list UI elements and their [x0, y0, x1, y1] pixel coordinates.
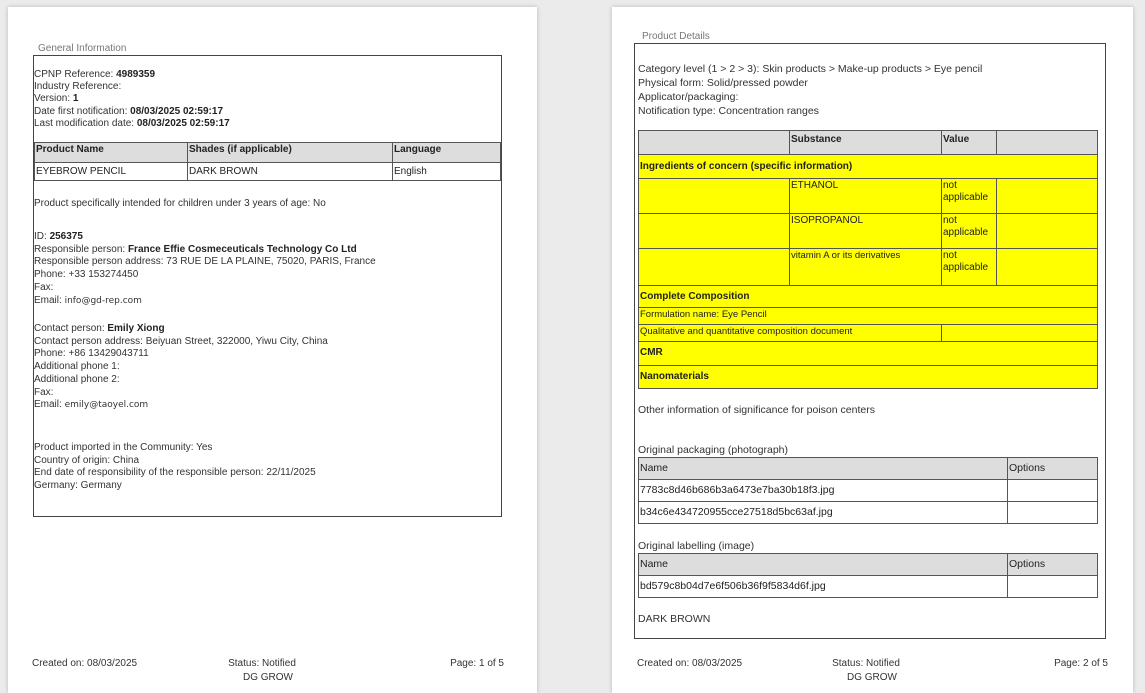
responsible-id-line: [34, 231, 83, 243]
ingredient-value: not applicable: [941, 248, 997, 286]
last-mod-value: 08/03/2025 02:59:17: [136, 118, 230, 129]
ingredient-row-blank: [638, 213, 790, 249]
ingredient-row-extra: [996, 248, 1098, 286]
version-label: Version:: [34, 93, 73, 104]
section-label-general-information: General Information: [38, 43, 127, 54]
footer-created-on: Created on: 08/03/2025: [637, 658, 743, 669]
end-date-line: End date of responsibility of the responsible person: 22/11/2025: [34, 467, 316, 479]
document-page-1: [8, 7, 537, 693]
children-intended-line: Product specifically intended for children under 3 years of age: No: [34, 198, 326, 209]
responsible-phone-line: Phone: +33 153274450: [34, 269, 139, 281]
physical-form-line: Physical form: Solid/pressed powder: [638, 77, 808, 89]
cpnp-reference-line: [34, 69, 155, 81]
ingredient-substance: vitamin A or its derivatives: [789, 248, 942, 286]
responsible-person-label: Responsible person:: [34, 243, 128, 255]
packaging-header-options: Options: [1007, 457, 1098, 480]
contact-person-label: Contact person:: [34, 323, 108, 334]
additional-phone-1-line: Additional phone 1:: [34, 361, 120, 373]
id-value: 256375: [49, 231, 83, 242]
germany-line: Germany: Germany: [34, 480, 122, 492]
last-mod-label: Last modification date:: [34, 118, 137, 129]
labelling-header-options: Options: [1007, 553, 1098, 576]
industry-reference-line: Industry Reference:: [34, 81, 122, 92]
contact-person-line: [34, 323, 165, 335]
product-table-cell-shade: DARK BROWN: [187, 162, 393, 181]
other-info-line: Other information of significance for poison centers: [638, 404, 875, 416]
version-value: 1: [72, 93, 79, 104]
responsible-fax-line: Fax:: [34, 281, 54, 293]
ingredient-substance: ISOPROPANOL: [789, 213, 942, 249]
ingredient-row-blank: [638, 178, 790, 214]
applicator-line: Applicator/packaging:: [638, 91, 739, 103]
last-modification-line: [34, 118, 230, 130]
contact-phone-line: Phone: +86 13429043711: [34, 348, 149, 360]
footer-page-number: Page: 1 of 5: [450, 658, 504, 669]
imported-line: Product imported in the Community: Yes: [34, 442, 213, 453]
responsible-person-value: France Effie Cosmeceuticals Technology Co Ltd: [127, 243, 357, 255]
footer-status: Status: Notified: [228, 658, 296, 669]
packaging-file-row[interactable]: b34c6e434720955cce27518d5bc63af.jpg: [638, 501, 1008, 524]
category-line: Category level (1 > 2 > 3): Skin products > Make-up products > Eye pencil: [638, 63, 983, 75]
section-label-product-details: Product Details: [642, 31, 710, 42]
qq-document-value-cell: [941, 324, 1098, 342]
nanomaterials-heading: Nanomaterials: [638, 365, 1098, 389]
version-line: [34, 93, 78, 105]
date-first-value: 08/03/2025 02:59:17: [130, 106, 224, 117]
formulation-name-row: Formulation name: Eye Pencil: [638, 307, 1098, 325]
product-table-header-name: Product Name: [34, 142, 188, 163]
packaging-file-options: [1007, 479, 1098, 502]
footer-status: Status: Notified: [832, 658, 900, 669]
responsible-person-line: [34, 244, 357, 256]
ingredients-of-concern-heading: Ingredients of concern (specific information): [638, 154, 1098, 179]
notification-type-line: Notification type: Concentration ranges: [638, 105, 819, 117]
ingredient-row-blank: [638, 248, 790, 286]
labelling-file-row[interactable]: bd579c8b04d7e6f506b36f9f5834d6f.jpg: [638, 575, 1008, 598]
contact-fax-line: Fax:: [34, 386, 54, 398]
substance-table-header-substance: Substance: [789, 130, 942, 155]
product-table-header-language: Language: [392, 142, 501, 163]
packaging-header-name: Name: [638, 457, 1008, 480]
cmr-heading: CMR: [638, 341, 1098, 366]
country-origin-line: Country of origin: China: [34, 454, 140, 466]
product-table-header-shades: Shades (if applicable): [187, 142, 393, 163]
ingredient-value: not applicable: [941, 213, 997, 249]
responsible-email-value: info@gd-rep.com: [64, 295, 142, 306]
substance-table-header-extra: [996, 130, 1098, 155]
shade-text-line: DARK BROWN: [638, 613, 711, 625]
ingredient-value: not applicable: [941, 178, 997, 214]
footer-org: DG GROW: [243, 672, 293, 683]
responsible-email-line: [34, 295, 142, 307]
contact-address-line: Contact person address: Beiyuan Street, 322000, Yiwu City, China: [34, 335, 328, 347]
date-first-notification-line: [34, 106, 223, 118]
substance-table-header-blank: [638, 130, 790, 155]
ingredient-substance: ETHANOL: [789, 178, 942, 214]
complete-composition-heading: Complete Composition: [638, 285, 1098, 308]
qq-document-row: Qualitative and quantitative composition document: [638, 324, 942, 342]
product-table-cell-name: EYEBROW PENCIL: [34, 162, 188, 181]
id-label: ID:: [34, 231, 50, 242]
footer-created-on: Created on: 08/03/2025: [32, 658, 138, 669]
footer-page-number: Page: 2 of 5: [1054, 658, 1108, 669]
substance-table-header-value: Value: [941, 130, 997, 155]
packaging-file-options: [1007, 501, 1098, 524]
additional-phone-2-line: Additional phone 2:: [34, 373, 120, 385]
ingredient-row-extra: [996, 213, 1098, 249]
responsible-address-line: Responsible person address: 73 RUE DE LA PLAINE, 75020, PARIS, France: [34, 256, 376, 268]
contact-email-line: [34, 399, 148, 411]
date-first-label: Date first notification:: [34, 106, 131, 117]
labelling-title: Original labelling (image): [638, 540, 755, 552]
cpnp-reference-value: 4989359: [116, 69, 156, 80]
ingredient-row-extra: [996, 178, 1098, 214]
contact-person-value: Emily Xiong: [107, 323, 165, 334]
contact-email-label: Email:: [34, 399, 65, 411]
labelling-header-name: Name: [638, 553, 1008, 576]
cpnp-reference-label: CPNP Reference:: [34, 69, 117, 80]
email-label: Email:: [34, 294, 65, 306]
packaging-title: Original packaging (photograph): [638, 444, 789, 456]
product-table-cell-language: English: [392, 162, 501, 181]
document-page-2: [612, 7, 1133, 693]
packaging-file-row[interactable]: 7783c8d46b686b3a6473e7ba30b18f3.jpg: [638, 479, 1008, 502]
contact-email-value: emily@taoyel.com: [64, 400, 149, 411]
labelling-file-options: [1007, 575, 1098, 598]
footer-org: DG GROW: [847, 672, 897, 683]
